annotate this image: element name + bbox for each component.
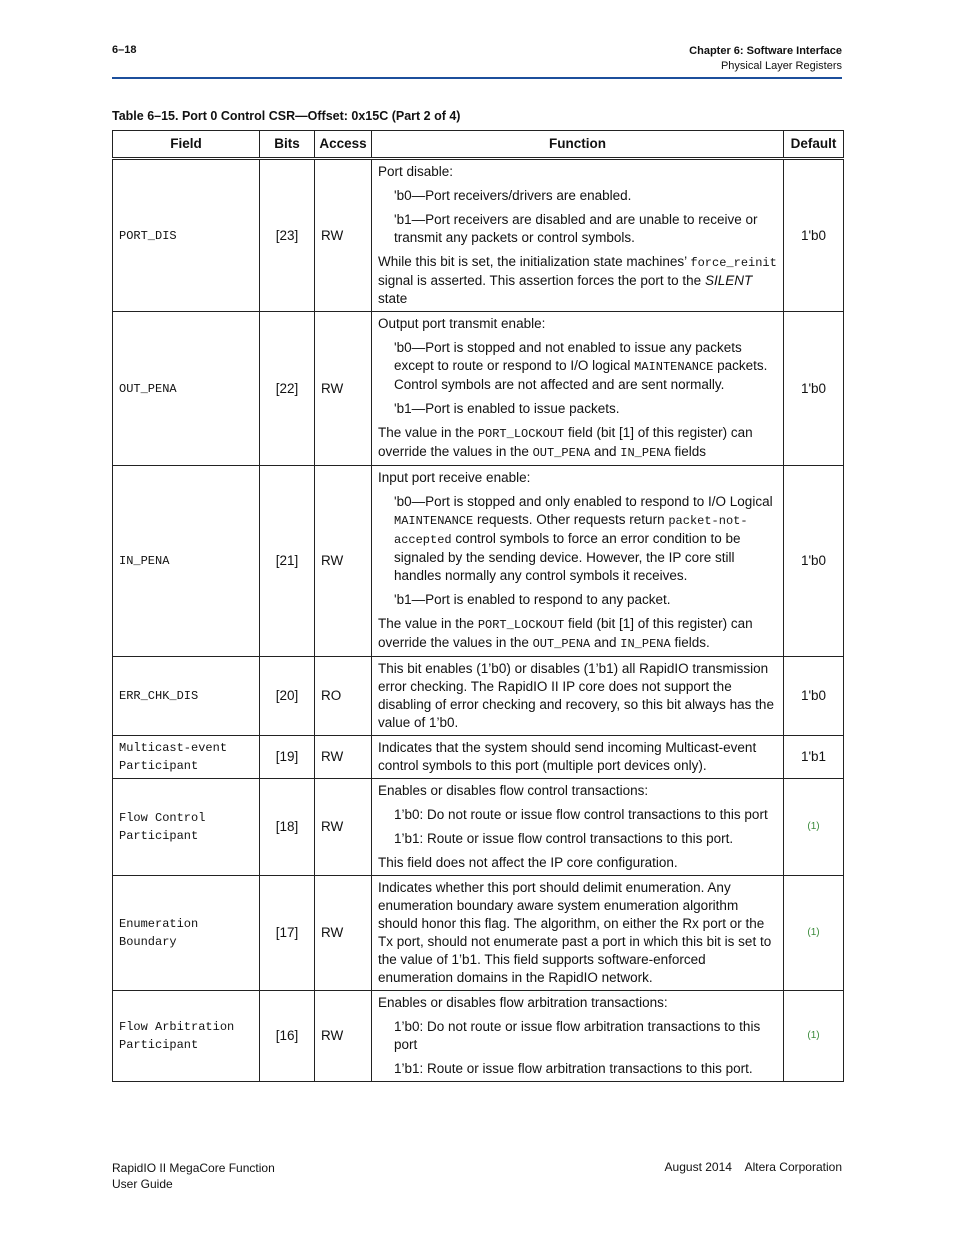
bits-cell: [17]	[260, 876, 315, 991]
function-option-b0: 1’b0: Do not route or issue flow control transactions to this port	[394, 807, 768, 822]
function-intro: Enables or disables flow arbitration transactions:	[378, 995, 668, 1010]
function-note: This field does not affect the IP core configuration.	[378, 855, 678, 870]
chapter-title: Chapter 6: Software Interface	[689, 45, 842, 57]
table-row	[113, 466, 844, 657]
field-name: IN_PENA	[113, 466, 260, 657]
function-text: Indicates that the system should send incoming Multicast-event control symbols to this port (multiple port devices only).	[378, 740, 757, 773]
column-header-field: Field	[113, 131, 260, 159]
function-option-b0: 'b0—Port is stopped and not enabled to issue any packets except to route or respond to I/O logical MAINTENANCE packets. Control symbols are not affected and are sent normally.	[394, 340, 768, 392]
access-cell: RW	[315, 779, 372, 876]
bits-cell: [23]	[260, 159, 315, 312]
function-cell	[372, 736, 784, 779]
function-option-b1: 'b1—Port is enabled to respond to any packet.	[394, 592, 671, 607]
access-cell: RW	[315, 159, 372, 312]
product-name: RapidIO II MegaCore Function	[112, 1161, 275, 1175]
function-option-b1: 'b1—Port receivers are disabled and are unable to receive or transmit any packets or control symbols.	[394, 212, 758, 245]
access-cell: RW	[315, 312, 372, 466]
column-header-default: Default	[784, 131, 844, 159]
default-cell: 1'b0	[784, 312, 844, 466]
default-cell: 1'b0	[784, 657, 844, 736]
table-row	[113, 736, 844, 779]
register-table	[112, 130, 844, 1082]
function-text: This bit enables (1’b0) or disables (1’b1) all RapidIO transmission error checking. The RapidIO II IP core does not support the disabling of error checking and recovery, so this bit always has the value of 1’b0.	[378, 661, 774, 730]
default-cell: 1'b1	[784, 736, 844, 779]
function-cell	[372, 779, 784, 876]
running-header	[689, 44, 842, 74]
function-cell	[372, 991, 784, 1082]
column-header-access: Access	[315, 131, 372, 159]
table-header-row	[113, 131, 844, 159]
field-name: Flow Arbitration Participant	[113, 991, 260, 1082]
header-rule	[112, 77, 842, 79]
default-footnote-link[interactable]: (1)	[784, 991, 844, 1082]
bits-cell: [19]	[260, 736, 315, 779]
field-name: Multicast-event Participant	[113, 736, 260, 779]
column-header-function: Function	[372, 131, 784, 159]
table-caption: Table 6–15. Port 0 Control CSR—Offset: 0x15C (Part 2 of 4)	[112, 109, 461, 123]
function-note: The value in the PORT_LOCKOUT field (bit [1] of this register) can override the values in the OUT_PENA and IN_PENA fields	[378, 425, 753, 460]
field-name: PORT_DIS	[113, 159, 260, 312]
table-row	[113, 312, 844, 466]
table-row	[113, 991, 844, 1082]
table-row	[113, 779, 844, 876]
access-cell: RW	[315, 466, 372, 657]
function-note: The value in the PORT_LOCKOUT field (bit [1] of this register) can override the values in the OUT_PENA and IN_PENA fields.	[378, 616, 753, 651]
access-cell: RW	[315, 876, 372, 991]
function-option-b0: 1’b0: Do not route or issue flow arbitration transactions to this port	[394, 1019, 761, 1052]
bits-cell: [21]	[260, 466, 315, 657]
default-cell: 1'b0	[784, 159, 844, 312]
function-option-b1: 1’b1: Route or issue flow control transactions to this port.	[394, 831, 734, 846]
bits-cell: [20]	[260, 657, 315, 736]
column-header-bits: Bits	[260, 131, 315, 159]
section-title: Physical Layer Registers	[720, 60, 842, 72]
page-number: 6–18	[112, 44, 137, 56]
function-intro: Port disable:	[378, 164, 454, 179]
footer-date-company: August 2014 Altera Corporation	[664, 1160, 842, 1174]
access-cell: RW	[315, 736, 372, 779]
access-cell: RO	[315, 657, 372, 736]
function-option-b1: 'b1—Port is enabled to issue packets.	[394, 401, 620, 416]
function-cell	[372, 657, 784, 736]
field-name: Enumeration Boundary	[113, 876, 260, 991]
function-cell	[372, 876, 784, 991]
bits-cell: [18]	[260, 779, 315, 876]
footer-product	[112, 1160, 275, 1192]
default-footnote-link[interactable]: (1)	[784, 876, 844, 991]
default-cell: 1'b0	[784, 466, 844, 657]
table-row	[113, 657, 844, 736]
field-name: OUT_PENA	[113, 312, 260, 466]
function-cell	[372, 466, 784, 657]
bits-cell: [16]	[260, 991, 315, 1082]
table-row	[113, 876, 844, 991]
function-intro: Input port receive enable:	[378, 470, 531, 485]
function-note: While this bit is set, the initialization state machines’ force_reinit signal is asserted. This assertion forces the port to the SILENT state	[378, 254, 777, 306]
bits-cell: [22]	[260, 312, 315, 466]
table-row	[113, 159, 844, 312]
field-name: ERR_CHK_DIS	[113, 657, 260, 736]
field-name: Flow Control Participant	[113, 779, 260, 876]
function-text: Indicates whether this port should delimit enumeration. Any enumeration boundary aware system enumeration algorithm should honor this flag. The algorithm, on either the Rx port or the Tx port, should not enumerate past a port in which this bit is set to the value of 1’b1. This field supports software-enforced enumeration domains in the RapidIO network.	[378, 880, 772, 985]
access-cell: RW	[315, 991, 372, 1082]
function-option-b0: 'b0—Port is stopped and only enabled to respond to I/O Logical MAINTENANCE requests. Other requests return packet-not-accepted control symbols to force an error condition to be signaled by the sending device. However, the IP core still handles normally any control symbols it receives.	[394, 494, 773, 583]
function-cell	[372, 312, 784, 466]
function-intro: Output port transmit enable:	[378, 316, 546, 331]
document-type: User Guide	[112, 1177, 173, 1191]
function-cell	[372, 159, 784, 312]
function-option-b0: 'b0—Port receivers/drivers are enabled.	[394, 188, 632, 203]
default-footnote-link[interactable]: (1)	[784, 779, 844, 876]
function-option-b1: 1’b1: Route or issue flow arbitration transactions to this port.	[394, 1061, 753, 1076]
function-intro: Enables or disables flow control transactions:	[378, 783, 649, 798]
